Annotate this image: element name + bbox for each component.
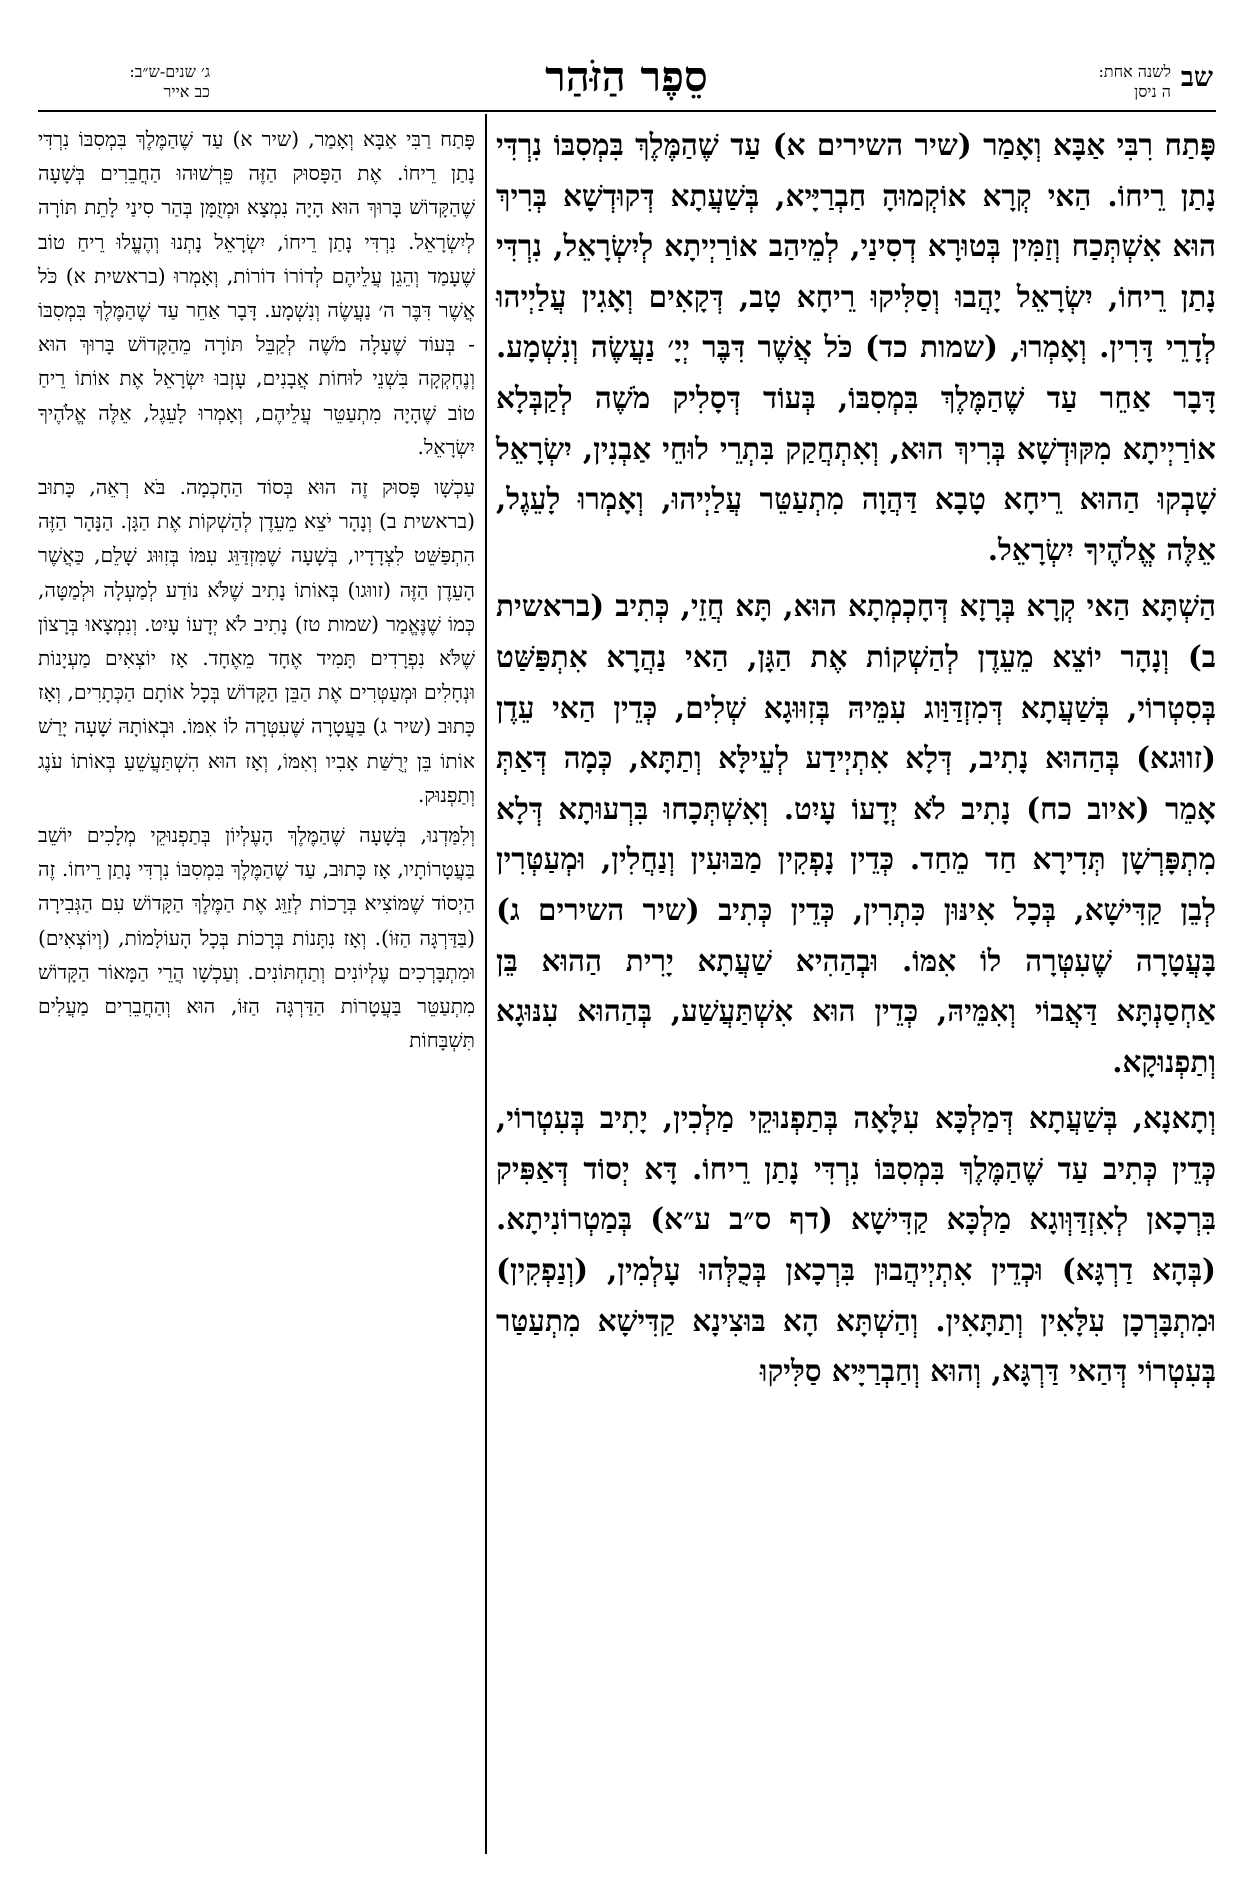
main-paragraph-3: וְתָאנָא, בְּשַׁעֲתָא דְּמַלְכָּא עִלָּאָה בְּתַפְנוּקֵי מַלְכִין, יָתִיב בְּעִטְרוֹי, כְּדֵין כְּתִיב עַד שֶׁהַמֶּלֶךְ בִּמְסִבּוֹ נִרְדִּי נָתַן רֵיחוֹ. דָּא יְסוֹד דְּאַפִּיק בִּרְכָאן לְאִזְדַּוְּוגָא מַלְכָּא קַדִּישָׁא (דף ס״ב ע״א) בְּמַטְרוֹנִיתָא. (בְּהָא דַרְגָּא) וּכְדֵין אִתְיְיהֲבוּן בִּרְכָאן בְּכֻלְּהוּ עָלְמִין, (וְנַפְקִין) וּמִתְבָּרְכָן עִלָּאִין וְתַתָּאִין. וְהַשְׁתָּא הָא בּוּצִינָא קַדִּישָׁא מִתְעַטַּר בְּעִטְרוֹי דְּהַאי דַּרְגָּא, וְהוּא וְחַבְרַיָּיא סַלִּיקוּ — [496, 1100, 1216, 1389]
side-paragraph-2: עַכְשָׁו פָּסוּק זֶה הוּא בְּסוֹד הַחָכְמָה. בֹּא רְאֵה, כָּתוּב (בראשית ב) וְנָהָר יֹצֵא מֵעֵדֶן לְהַשְׁקוֹת אֶת הַגָּן. הַנָּהָר הַזֶּה הִתְפַּשֵּׁט לִצְדָדָיו, בְּשָׁעָה שֶׁמִּזְדַּוֵּג עִמּוֹ בְּזִוּוּג שָׁלֵם, כַּאֲשֶׁר הָעֵדֶן הַזֶּה (זווּגו) בְּאוֹתוֹ נָתִיב שֶׁלֹּא נוֹדַע לְמַעְלָה וּלְמַטָּה, כְּמוֹ שֶׁנֶּאֱמַר (שמות טז) נָתִיב לֹא יְדָעוֹ עָיִט. וְנִמְצָאוּ בְּרָצוֹן שֶׁלֹּא נִפְרָדִים תָּמִיד אֶחָד מֵאֶחָד. אָז יוֹצְאִים מַעְיָנוֹת וּנְחָלִים וּמְעַטְּרִים אֶת הַבֵּן הַקָּדוֹשׁ בְּכָל אוֹתָם הַכְּתָרִים, וְאָז כָּתוּב (שיר ג) בַּעֲטָרָה שֶׁעִטְּרָה לוֹ אִמּוֹ. וּבְאוֹתָהּ שָׁעָה יָרַשׁ אוֹתוֹ בֵּן יְרֻשַּׁת אָבִיו וְאִמּוֹ, וְאָז הוּא הִשְׁתַּעֲשֵׁעַ בְּאוֹתוֹ עֹנֶג וְתַפְנוּק. — [38, 475, 475, 807]
main-paragraph-2: הַשְׁתָּא הַאי קְרָא בְּרָזָא דְּחָכְמְתָא הוּא, תָּא חֲזֵי, כְּתִיב (בראשית ב) וְנָהָר יוֹצֵא מֵעֵדֶן לְהַשְׁקוֹת אֶת הַגָּן, הַאי נַהֲרָא אִתְפַּשַּׁט בְּסִטְרוֹי, בְּשַׁעֲתָא דְּמִזְדַּוַּוג עִמֵּיהּ בְּזִוּוּגָא שְׁלִים, כְּדֵין הַאי עֵדֶן (זווּגא) בְּהַהוּא נָתִיב, דְּלָא אִתְיְידַע לְעֵילָּא וְתַתָּא, כְּמָה דְּאַתְּ אָמֵר (איוב כח) נָתִיב לֹא יְדָעוֹ עָיִט. וְאִשְׁתְּכָחוּ בִּרְעוּתָא דְּלָא מִתְפָּרְשָׁן תְּדִירָא חַד מֵחַד. כְּדֵין נָפְקִין מַבּוּעִין וְנַחֲלִין, וּמְעַטְּרִין לְבֵן קַדִּישָׁא, בְּכָל אִינּוּן כִּתְרִין, כְּדֵין כְּתִיב (שיר השירים ג) בָּעֲטָרָה שֶׁעִטְּרָה לוֹ אִמּוֹ. וּבְהַהִיא שַׁעֲתָא יָרִית הַהוּא בֵּן אַחְסַנְתָּא דַּאֲבוֹי וְאִמֵּיהּ, כְּדֵין הוּא אִשְׁתַּעֲשַׁע, בְּהַהוּא עִנּוּגָא וְתַפְנוּקָא. — [496, 588, 1216, 1079]
schedule-right-line1: לשנה אחת: — [1098, 62, 1171, 81]
main-paragraph-1: פָּתַח רִבִּי אַבָּא וְאָמַר (שיר השירים א) עַד שֶׁהַמֶּלֶךְ בִּמְסִבּוֹ נִרְדִּי נָתַן רֵיחוֹ. הַאי קְרָא אוֹקְמוּהָ חַבְרַיָּיא, בְּשַׁעֲתָא דְּקוּדְשָׁא בְּרִיךְ הוּא אִשְׁתְּכַח וְזַמִּין בְּטוּרָא דְסִינַי, לְמֵיהַב אוֹרַיְיתָא לְיִשְׂרָאֵל, נִרְדִּי נָתַן רֵיחוֹ, יִשְׂרָאֵל יָהֲבוּ וְסַלִּיקוּ רֵיחָא טָב, דְּקָאִים וְאָגִין עֲלַיְיהוּ לְדָרֵי דָּרִין. וְאָמְרוּ, (שמות כד) כֹּל אֲשֶׁר דִּבֶּר יְיָ׳ נַעֲשֶׂה וְנִשְׁמָע. דָּבָר אַחֵר עַד שֶׁהַמֶּלֶךְ בִּמְסִבּוֹ, בְּעוֹד דְּסָלִיק מֹשֶׁה לְקַבְּלָא אוֹרַיְיתָא מִקּוּדְשָׁא בְּרִיךְ הוּא, וְאִתְחֲקַק בִּתְרֵי לוּחֵי אַבְנִין, יִשְׂרָאֵל שָׁבְקוּ הַהוּא רֵיחָא טָבָא דַּהֲוָה מִתְעַטֵּר עֲלַיְיהוּ, וְאָמְרוּ לָעֵגֶל, אֵלֶּה אֱלֹהֶיךָ יִשְׂרָאֵל. — [496, 127, 1216, 567]
side-paragraph-3: וְלִמַּדְנוּ, בְּשָׁעָה שֶׁהַמֶּלֶךְ הָעֶלְיוֹן בְּתַפְנוּקֵי מְלָכִים יוֹשֵׁב בַּעֲטָרוֹתָיו, אָז כָּתוּב, עַד שֶׁהַמֶּלֶךְ בִּמְסִבּוֹ נִרְדִּי נָתַן רֵיחוֹ. זֶה הַיְסוֹד שֶׁמּוֹצִיא בְּרָכוֹת לְזַוֵּג אֶת הַמֶּלֶךְ הַקָּדוֹשׁ עִם הַגְּבִירָה (בַּדַּרְגָּה הַזּוֹ). וְאָז נִתָּנוֹת בְּרָכוֹת בְּכָל הָעוֹלָמוֹת, (וְיוֹצְאִים) וּמִתְבָּרְכִים עֶלְיוֹנִים וְתַחְתּוֹנִים. וְעַכְשָׁו הֲרֵי הַמָּאוֹר הַקָּדוֹשׁ מִתְעַטֵּר בַּעֲטָרוֹת הַדַּרְגָּה הַזּוֹ, הוּא וְהַחֲבֵרִים מַעֲלִים תִּשְׁבָּחוֹת — [38, 823, 475, 1053]
column-divider — [485, 114, 487, 1854]
hebrew-translation-column — [38, 122, 475, 1063]
aramaic-main-column — [496, 120, 1216, 1403]
schedule-left — [40, 62, 210, 102]
side-paragraph-1: פָּתַח רַבִּי אַבָּא וְאָמַר, (שיר א) עַד שֶׁהַמֶּלֶךְ בִּמְסִבּוֹ נִרְדִּי נָתַן רֵיחוֹ. אֶת הַפָּסוּק הַזֶּה פֵּרְשׁוּהוּ הַחֲבֵרִים בְּשָׁעָה שֶׁהַקָּדוֹשׁ בָּרוּךְ הוּא הָיָה נִמְצָא וּמְזֻמָּן בְּהַר סִינַי לָתֵת תּוֹרָה לְיִשְׂרָאֵל. נִרְדִּי נָתַן רֵיחוֹ, יִשְׂרָאֵל נָתְנוּ וְהֶעֱלוּ רֵיחַ טוֹב שֶׁעָמַד וְהֵגֵן עֲלֵיהֶם לְדוֹרוֹ דוֹרוֹת, וְאָמְרוּ (בראשית א) כֹּל אֲשֶׁר דִּבֶּר ה׳ נַעֲשֶׂה וְנִשְׁמָע. דָּבָר אַחֵר עַד שֶׁהַמֶּלֶךְ בִּמְסִבּוֹ - בְּעוֹד שֶׁעָלָה מֹשֶׁה לְקַבֵּל תּוֹרָה מֵהַקָּדוֹשׁ בָּרוּךְ הוּא וְנֶחְקְקָה בִּשְׁנֵי לוּחוֹת אֲבָנִים, עָזְבוּ יִשְׂרָאֵל אֶת אוֹתוֹ רֵיחַ טוֹב שֶׁהָיָה מִתְעַטֵּר עֲלֵיהֶם, וְאָמְרוּ לָעֵגֶל, אֵלֶּה אֱלֹהֶיךָ יִשְׂרָאֵל. — [38, 127, 475, 459]
schedule-left-line1: ג׳ שנים-ש״ב: — [129, 62, 210, 81]
schedule-left-line2: כב אייר — [163, 82, 210, 101]
schedule-right-line2: ה ניסן — [1134, 82, 1171, 101]
book-title: סֵפֶר הַזֹּהַר — [545, 52, 708, 101]
header-rule — [38, 110, 1216, 112]
page-header — [0, 0, 1253, 110]
page-number: שב — [1180, 62, 1213, 93]
